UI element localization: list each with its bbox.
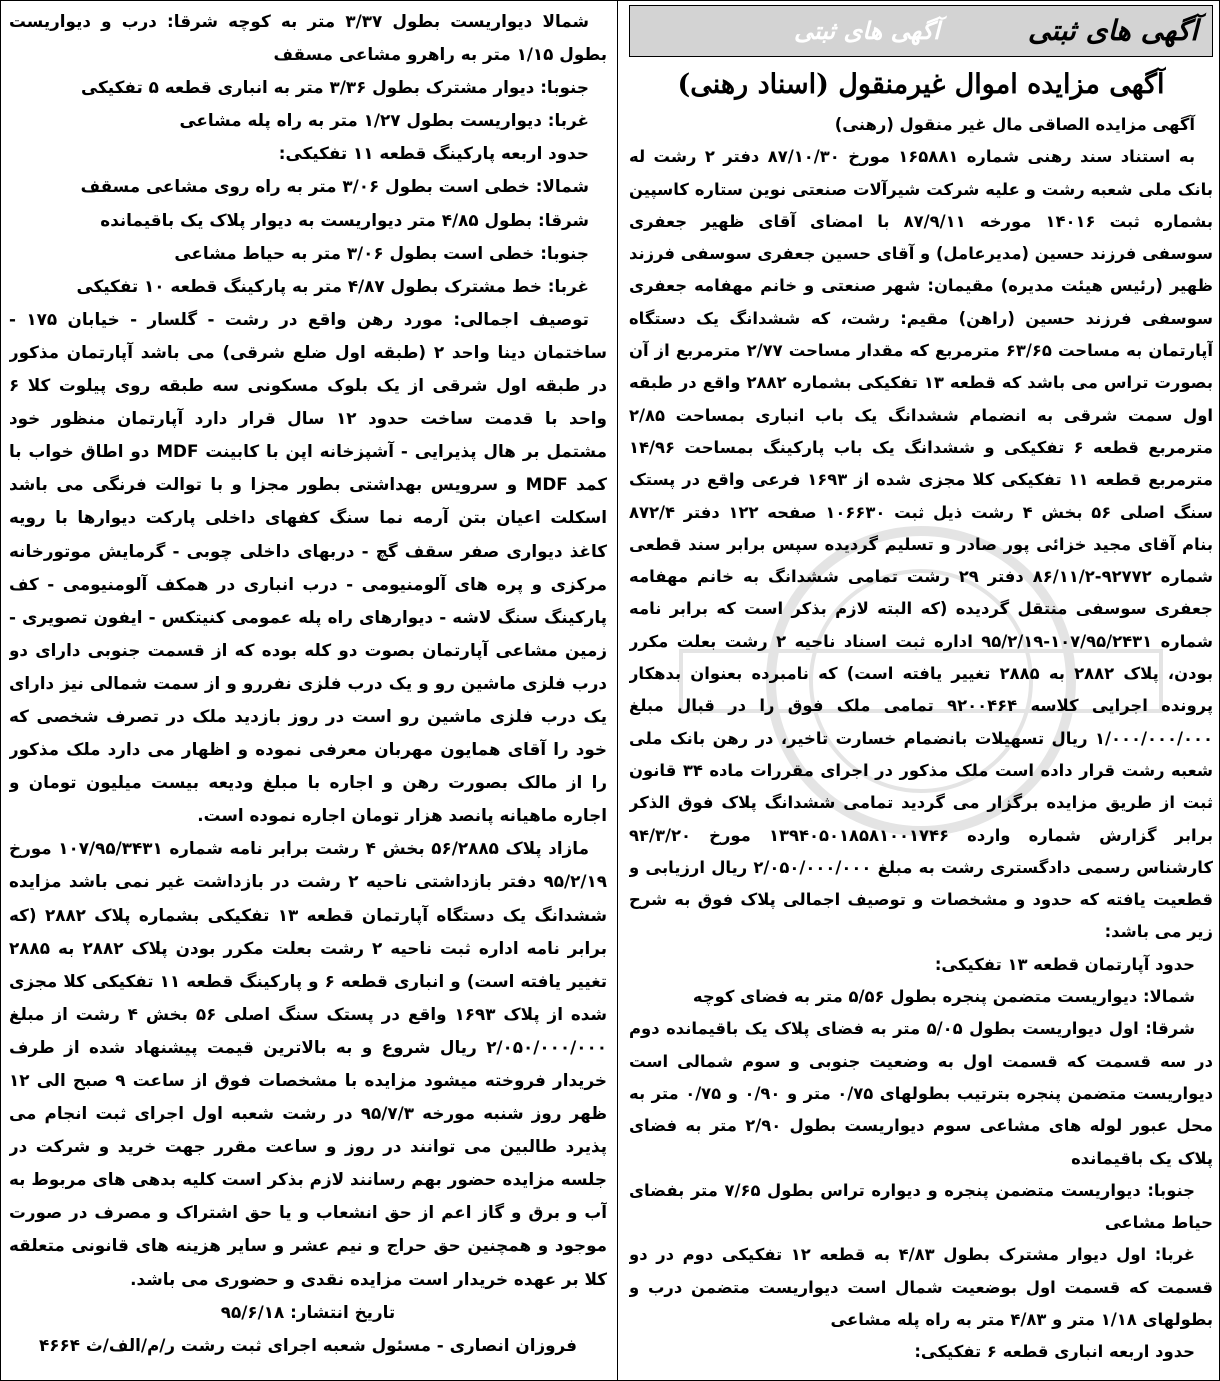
auction-terms: مازاد پلاک ۵۶/۲۸۸۵ بخش ۴ رشت برابر نامه شماره ۱۰۷/۹۵/۳۴۳۱ مورخ ۹۵/۲/۱۹ دفتر بازداشتی ناحیه ۲ رشت در بازداشت غیر نمی باشد مزایده ششدانگ یک دستگاه آپارتمان قطعه ۱۳ تفکیکی بشماره پلاک ۲۸۸۲ (که برابر نامه اداره ثبت ناحیه ۲ رشت بعلت مکرر بودن پلاک ۲۸۸۲ به ۲۸۸۵ تغییر یافته است) و انباری قطعه ۶ و پارکینگ قطعه ۱۱ تفکیکی کلا مجزی شده از پلاک ۱۶۹۳ واقع در پستک سنگ اصلی ۵۶ بخش ۴ رشت از مبلغ ۲/۰۵۰/۰۰۰/۰۰۰ ریال شروع و به بالاترین قیمت پیشنهاد شده از طرف خریدار فروخته میشود مزایده با مشخصات فوق از ساعت ۹ صبح الی ۱۲ ظهر روز شنبه مورخه ۹۵/۷/۳ در رشت شعبه اول اجرای ثبت انجام می پذیرد طالبین می توانند در روز و ساعت مقرر جهت خرید و شرکت در جلسه مزایده حضور بهم رسانند لازم بذکر است کلیه بدهی های مربوط به آب و برق و گاز اعم از حق انشعاب و یا حق اشتراک و مصرف در صورت موجود و همچنین حق حراج و نیم عشر و سایر هزینه های قانونی متعلقه کلا بر عهده خریدار است مزایده نقدی و حضوری می باشد. (9, 838, 607, 1289)
heading-parking-bounds: حدود اربعه پارکینگ قطعه ۱۱ تفکیکی: (278, 143, 589, 164)
notice-headline: آگهی مزایده اموال غیرمنقول (اسناد رهنی) (677, 69, 1165, 100)
storage-west-bound: غربا: دیواریست بطول ۱/۲۷ متر به راه پله مشاعی (179, 110, 589, 131)
heading-storage-bounds: حدود اربعه انباری قطعه ۶ تفکیکی: (914, 1342, 1195, 1362)
parking-east-bound: شرقا: بطول ۴/۸۵ متر دیواریست به دیوار پلاک یک باقیمانده (100, 209, 589, 230)
right-column (629, 5, 1213, 1376)
paragraph-intro: به استناد سند رهنی شماره ۱۶۵۸۸۱ مورخ ۸۷/۱۰/۳۰ دفتر ۲ رشت له بانک ملی شعبه رشت و علیه شرکت شیرآلات صنعتی نوین ستاره کاسپین بشماره ثبت ۱۴۰۱۶ مورخه ۸۷/۹/۱۱ با امضای آقای ظهیر جعفری سوسفی فرزند حسین (مدیرعامل) و آقای حسین جعفری سوسفی فرزند ظهیر (رئیس هیئت مدیره) مقیمان: شهر صنعتی و خانم مهفامه جعفری سوسفی فرزند حسین (راهن) مقیم: رشت، که ششدانگ یک دستگاه آپارتمان به مساحت ۶۳/۶۵ مترمربع که مقدار مساحت ۲/۷۷ مترمربع از آن بصورت تراس می باشد که قطعه ۱۳ تفکیکی بشماره ۲۸۸۲ واقع در طبقه اول سمت شرقی به انضمام ششدانگ یک باب انباری بمساحت ۲/۸۵ مترمربع قطعه ۶ تفکیکی و ششدانگ یک باب پارکینگ بمساحت ۱۴/۹۶ مترمربع قطعه ۱۱ تفکیکی کلا مجزی شده از ۱۶۹۳ فرعی واقع در پستک سنگ اصلی ۵۶ بخش ۴ رشت ذیل ثبت ۱۰۶۶۳۰ صفحه ۱۲۲ دفتر ۸۷۲/۴ بنام آقای مجید خزائی پور صادر و تسلیم گردیده سپس برابر سند قطعی شماره ۹۲۷۷۲-۸۶/۱۱/۲ دفتر ۲۹ رشت تمامی ششدانگ به خانم مهفامه جعفری سوسفی منتقل گردیده (که البته لازم بذکر است که برابر نامه شماره ۱۰۷/۹۵/۲۴۳۱-۹۵/۲/۱۹ اداره ثبت اسناد ناحیه ۲ رشت بعلت مکرر بودن، پلاک ۲۸۸۲ به ۲۸۸۵ تغییر یافته است) که نامبرده بعنوان بدهکار پرونده اجرایی کلاسه ۹۲۰۰۴۶۴ تمامی ملک فوق را در قبال مبلغ ۱/۰۰۰/۰۰۰/۰۰۰ ریال تسهیلات بانضمام خسارت تاخیر، در رهن بانک ملی شعبه رشت قرار داده است ملک مذکور در اجرای مقررات ماده ۳۴ قانون ثبت از طریق مزایده برگزار می گردید تمامی ششدانگ پلاک فوق الذکر برابر گزارش شماره وارده ۱۳۹۴۰۵۰۱۸۵۸۱۰۰۱۷۴۶ مورخ ۹۴/۳/۲۰ کارشناس رسمی دادگستری رشت به مبلغ ۲/۰۵۰/۰۰۰/۰۰۰ ریال ارزیابی و قطعیت یافته که حدود و مشخصات و توصیف اجمالی پلاک فوق به شرح زیر می باشد: (629, 147, 1213, 942)
section-banner (629, 5, 1213, 57)
signature-line: فروزان انصاری - مسئول شعبه اجرای ثبت رشت ر/م/الف/ث ۴۶۶۴ (39, 1334, 577, 1355)
property-description: توصیف اجمالی: مورد رهن واقع در رشت - گلسار - خیابان ۱۷۵ - ساختمان دینا واحد ۲ (طبقه اول ضلع شرقی) می باشد آپارتمان مذکور در طبقه اول شرقی از یک بلوک مسکونی سه طبقه روی پیلوت کلا ۶ واحد با قدمت ساخت حدود ۱۲ سال قرار دارد آپارتمان منظور خود مشتمل بر هال پذیرایی - آشپزخانه اپن با کابینت MDF دو اطاق خواب با کمد MDF و سرویس بهداشتی بطور مجزا و با توالت فرنگی می باشد اسکلت اعیان بتن آرمه نما سنگ کفهای داخلی پارکت دیوارها با رویه کاغذ دیواری صفر سقف گچ - دربهای داخلی چوبی - گرمایش موتورخانه مرکزی و پره های آلومنیومی - درب انباری در همکف آلومنیومی - کف پارکینگ سنگ لاشه - دیوارهای راه پله عمومی کنیتکس - ایفون تصویری - زمین مشاعی آپارتمان بصوت دو کله بوده که از قسمت جنوبی دارای دو درب فلزی ماشین رو و یک درب فلزی نفررو و از سمت شمالی نیز دارای یک درب فلزی ماشین رو است در روز بازدید ملک در تصرف شخصی که خود را آقای همایون مهربان معرفی نموده و اظهار می دارد ملک مذکور را از مالک بصورت رهن و اجاره با مبلغ ودیعه بیست میلیون تومان و اجاره ماهیانه پانصد هزار تومان اجاره نموده است. (9, 308, 607, 826)
banner-ghost-title: آگهی های ثبتی (794, 16, 940, 45)
storage-north-east-bound: شمالا دیواریست بطول ۳/۳۷ متر به کوچه شرقا: درب و دیواریست بطول ۱/۱۵ متر به راهرو مشاعی مسقف (9, 11, 607, 65)
publication-date: تاریخ انتشار: ۹۵/۶/۱۸ (220, 1301, 396, 1322)
column-divider (617, 1, 618, 1380)
parking-south-bound: جنوبا: خطی است بطول ۳/۰۶ متر به حیاط مشاعی (174, 242, 589, 263)
banner-title: آگهی های ثبتی (1027, 14, 1198, 47)
apartment-south-bound: جنوبا: دیواریست متضمن پنجره و دیواره تراس بطول ۷/۶۵ متر بفضای حیاط مشاعی (629, 1180, 1213, 1233)
heading-apartment-bounds: حدود آپارتمان قطعه ۱۳ تفکیکی: (934, 954, 1195, 974)
apartment-east-bound: شرقا: اول دیواریست بطول ۵/۰۵ متر به فضای پلاک یک باقیمانده دوم در سه قسمت که قسمت اول به وضعیت جنوبی و سوم شمالی است دیواریست متضمن پنجره بترتیب بطولهای ۰/۷۵ متر و ۰/۹۰ و ۰/۷۵ متر به محل عبور لوله های مشاعی سوم دیواریست بطول ۲/۹۰ متر به فضای پلاک یک باقیمانده (629, 1019, 1213, 1168)
parking-north-bound: شمالا: خطی است بطول ۳/۰۶ متر به راه روی مشاعی مسقف (80, 176, 589, 197)
notice-subtitle: آگهی مزایده الصاقی مال غیر منقول (رهنی) (834, 115, 1195, 134)
apartment-north-bound: شمالا: دیواریست متضمن پنجره بطول ۵/۵۶ متر به فضای کوچه (692, 987, 1195, 1007)
left-column (9, 5, 607, 1376)
parking-west-bound: غربا: خط مشترک بطول ۴/۸۷ متر به پارکینگ قطعه ۱۰ تفکیکی (76, 275, 589, 296)
apartment-west-bound: غربا: اول دیوار مشترک بطول ۴/۸۳ به قطعه ۱۲ تفکیکی دوم در دو قسمت که قسمت اول بوضعیت شمال است دیواریست متضمن درب و بطولهای ۱/۱۸ متر و ۴/۸۳ متر به راه پله مشاعی (629, 1245, 1213, 1329)
storage-south-bound: جنوبا: دیوار مشترک بطول ۳/۳۶ متر به انباری قطعه ۵ تفکیکی (81, 77, 589, 98)
